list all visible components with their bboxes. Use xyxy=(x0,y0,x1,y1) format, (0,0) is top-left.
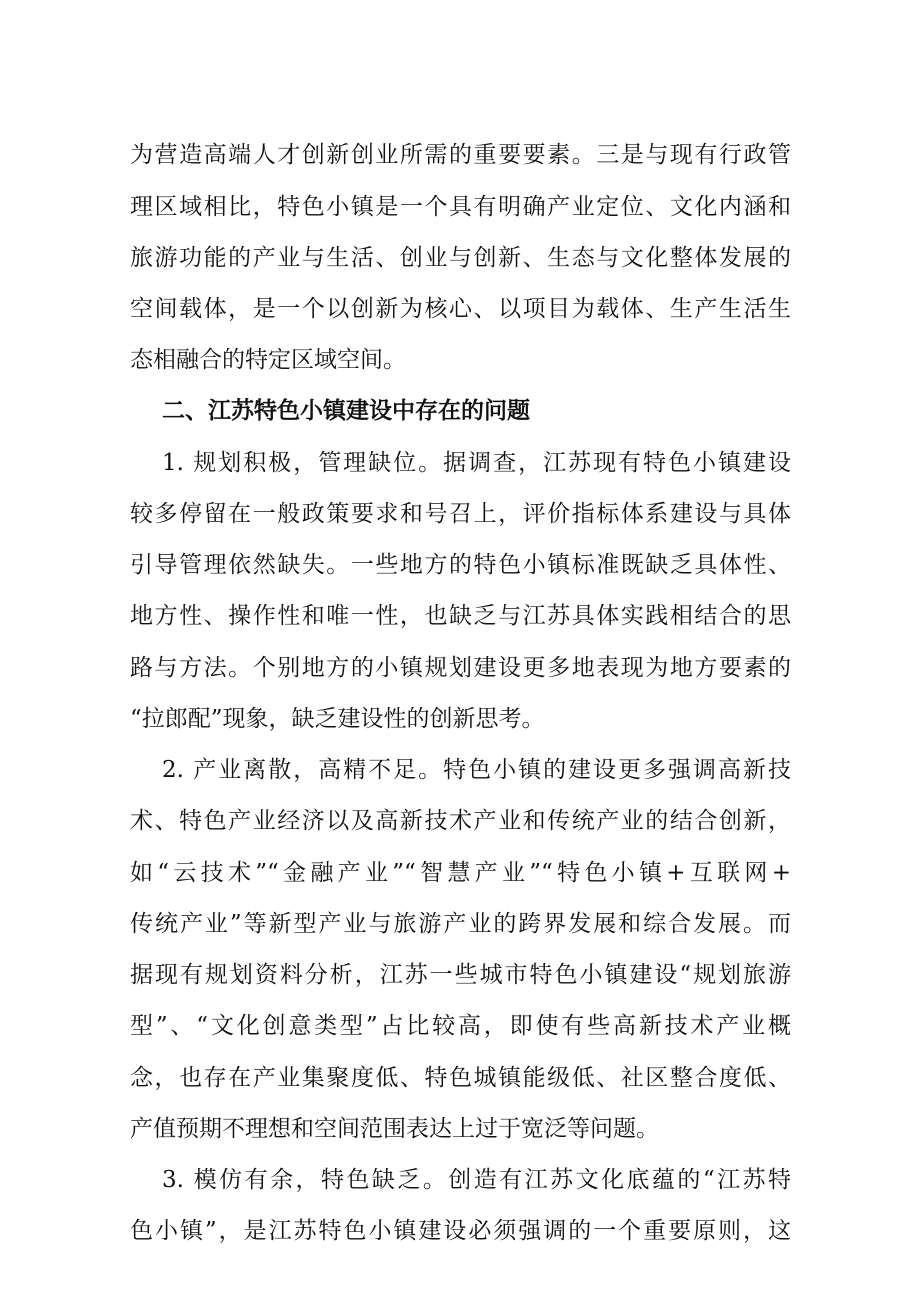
paragraph-line: 传统产业”等新型产业与旅游产业的跨界发展和综合发展。而 xyxy=(130,911,791,937)
paragraph-line: 引导管理依然缺失。一些地方的特色小镇标准既缺乏具体性、 xyxy=(130,552,791,578)
paragraph-line: 据现有规划资料分析，江苏一些城市特色小镇建设“规划旅游 xyxy=(130,962,791,988)
paragraph-line: 念，也存在产业集聚度低、特色城镇能级低、社区整合度低、 xyxy=(130,1065,791,1091)
paragraph-line: “拉郎配”现象，缺乏建设性的创新思考。 xyxy=(130,706,545,732)
paragraph-line: 3. 模仿有余，特色缺乏。创造有江苏文化底蕴的“江苏特 xyxy=(162,1167,791,1193)
paragraph-line: 1. 规划积极，管理缺位。据调查，江苏现有特色小镇建设 xyxy=(162,450,791,476)
paragraph-line: 色小镇”，是江苏特色小镇建设必须强调的一个重要原则，这 xyxy=(130,1218,791,1244)
paragraph-line: 较多停留在一般政策要求和号召上，评价指标体系建设与具体 xyxy=(130,501,791,527)
paragraph-line: 路与方法。个别地方的小镇规划建设更多地表现为地方要素的 xyxy=(130,655,791,681)
paragraph-line: 2. 产业离散，高精不足。特色小镇的建设更多强调高新技 xyxy=(162,757,791,783)
paragraph-line: 术、特色产业经济以及高新技术产业和传统产业的结合创新， xyxy=(130,808,791,834)
paragraph-line: 产值预期不理想和空间范围表达上过于宽泛等问题。 xyxy=(130,1116,659,1142)
paragraph-line: 空间载体，是一个以创新为核心、以项目为载体、生产生活生 xyxy=(130,296,791,322)
section-heading: 二、江苏特色小镇建设中存在的问题 xyxy=(162,398,530,424)
paragraph-line: 为营造高端人才创新创业所需的重要要素。三是与现有行政管 xyxy=(130,142,791,168)
paragraph-line: 旅游功能的产业与生活、创业与创新、生态与文化整体发展的 xyxy=(130,245,791,271)
paragraph-line: 态相融合的特定区域空间。 xyxy=(130,347,406,373)
paragraph-line: 理区域相比，特色小镇是一个具有明确产业定位、文化内涵和 xyxy=(130,194,791,220)
paragraph-line: 地方性、操作性和唯一性，也缺乏与江苏具体实践相结合的思 xyxy=(130,603,791,629)
paragraph-line: 如“云技术”“金融产业”“智慧产业”“特色小镇+互联网+ xyxy=(130,860,791,886)
paragraph-line: 型”、“文化创意类型”占比较高，即使有些高新技术产业概 xyxy=(130,1013,791,1039)
